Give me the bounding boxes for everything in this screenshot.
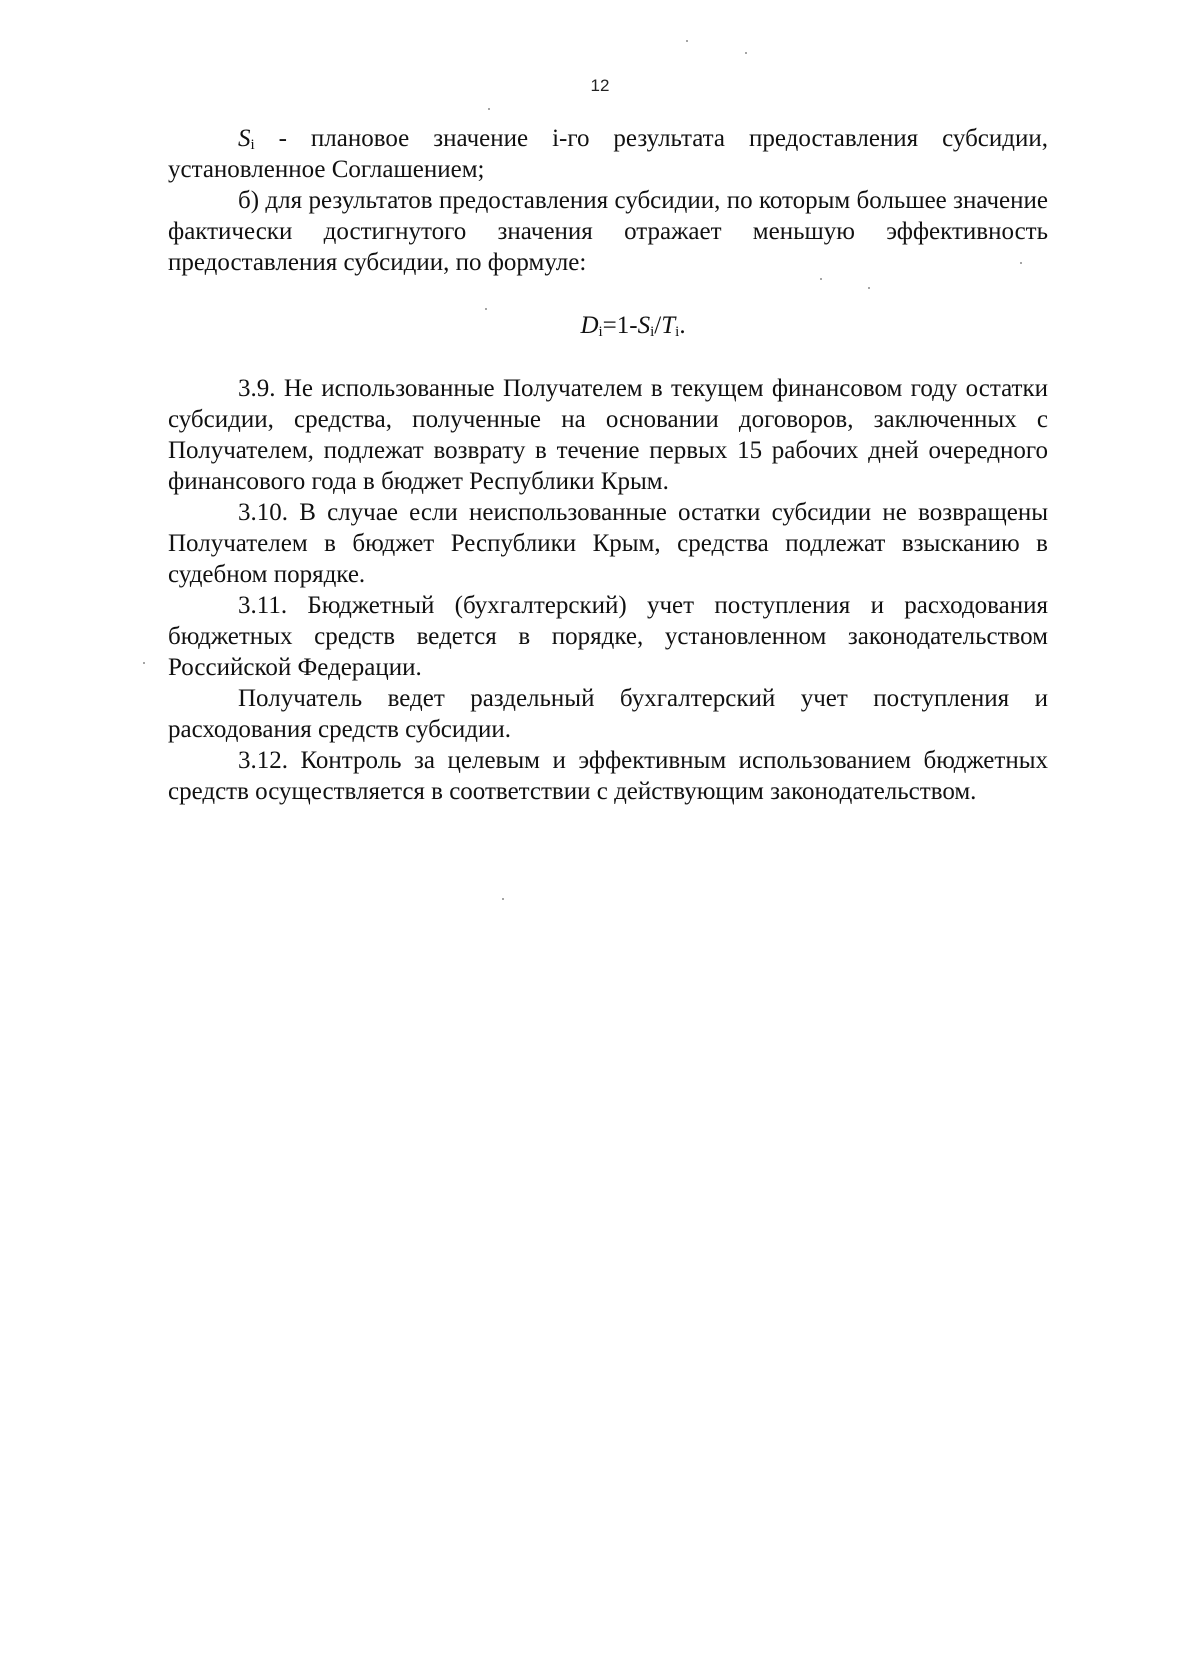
scan-speck — [502, 898, 504, 900]
scan-speck — [1020, 262, 1022, 264]
paragraph-recipient-accounting: Получатель ведет раздельный бухгалтерский учет поступления и расходования средств субсидии. — [168, 685, 1048, 743]
formula-equals: =1- — [602, 312, 638, 339]
formula-end: . — [679, 312, 686, 339]
scan-speck — [143, 662, 145, 664]
paragraph-b: б) для результатов предоставления субсидии, по которым большее значение фактически достигнутого значения отражает меньшую эффективность предоставления субсидии, по формуле: — [168, 187, 1048, 276]
scan-speck — [745, 52, 747, 54]
symbol-s-subscript: i — [250, 137, 255, 153]
paragraph-3-12: 3.12. Контроль за целевым и эффективным использованием бюджетных средств осуществляется в соответствии с действующим законодательством. — [168, 747, 1048, 805]
scan-speck — [686, 40, 688, 42]
scan-speck — [485, 308, 487, 310]
document-body — [168, 123, 1048, 807]
paragraph-3-11: 3.11. Бюджетный (бухгалтерский) учет поступления и расходования бюджетных средств ведется в порядке, установленном законодательством Российской Федерации. — [168, 592, 1048, 681]
formula — [168, 310, 1048, 341]
paragraph-3-9: 3.9. Не использованные Получателем в текущем финансовом году остатки субсидии, средства, полученные на основании договоров, заключенных с Получателем, подлежат возврату в течение первых 15 рабочих дней очередного финансового года в бюджет Республики Крым. — [168, 375, 1048, 495]
formula-s-subscript: i — [650, 324, 655, 340]
paragraph-3-10: 3.10. В случае если неиспользованные остатки субсидии не возвращены Получателем в бюджет Республики Крым, средства подлежат взысканию в судебном порядке. — [168, 499, 1048, 588]
scan-speck — [488, 108, 490, 110]
page-number: 12 — [590, 76, 610, 95]
formula-s: S — [637, 312, 651, 339]
formula-d-subscript: i — [598, 324, 603, 340]
formula-t: T — [661, 312, 676, 339]
scan-speck — [820, 278, 822, 280]
formula-t-subscript: i — [675, 324, 680, 340]
formula-slash: / — [654, 312, 662, 339]
symbol-definition — [168, 123, 1048, 185]
symbol-definition-text: - плановое значение i-го результата предоставления субсидии, установленное Соглашением; — [168, 125, 1048, 183]
symbol-s: S — [238, 125, 251, 152]
scan-speck — [868, 287, 870, 289]
formula-d: D — [580, 312, 599, 339]
